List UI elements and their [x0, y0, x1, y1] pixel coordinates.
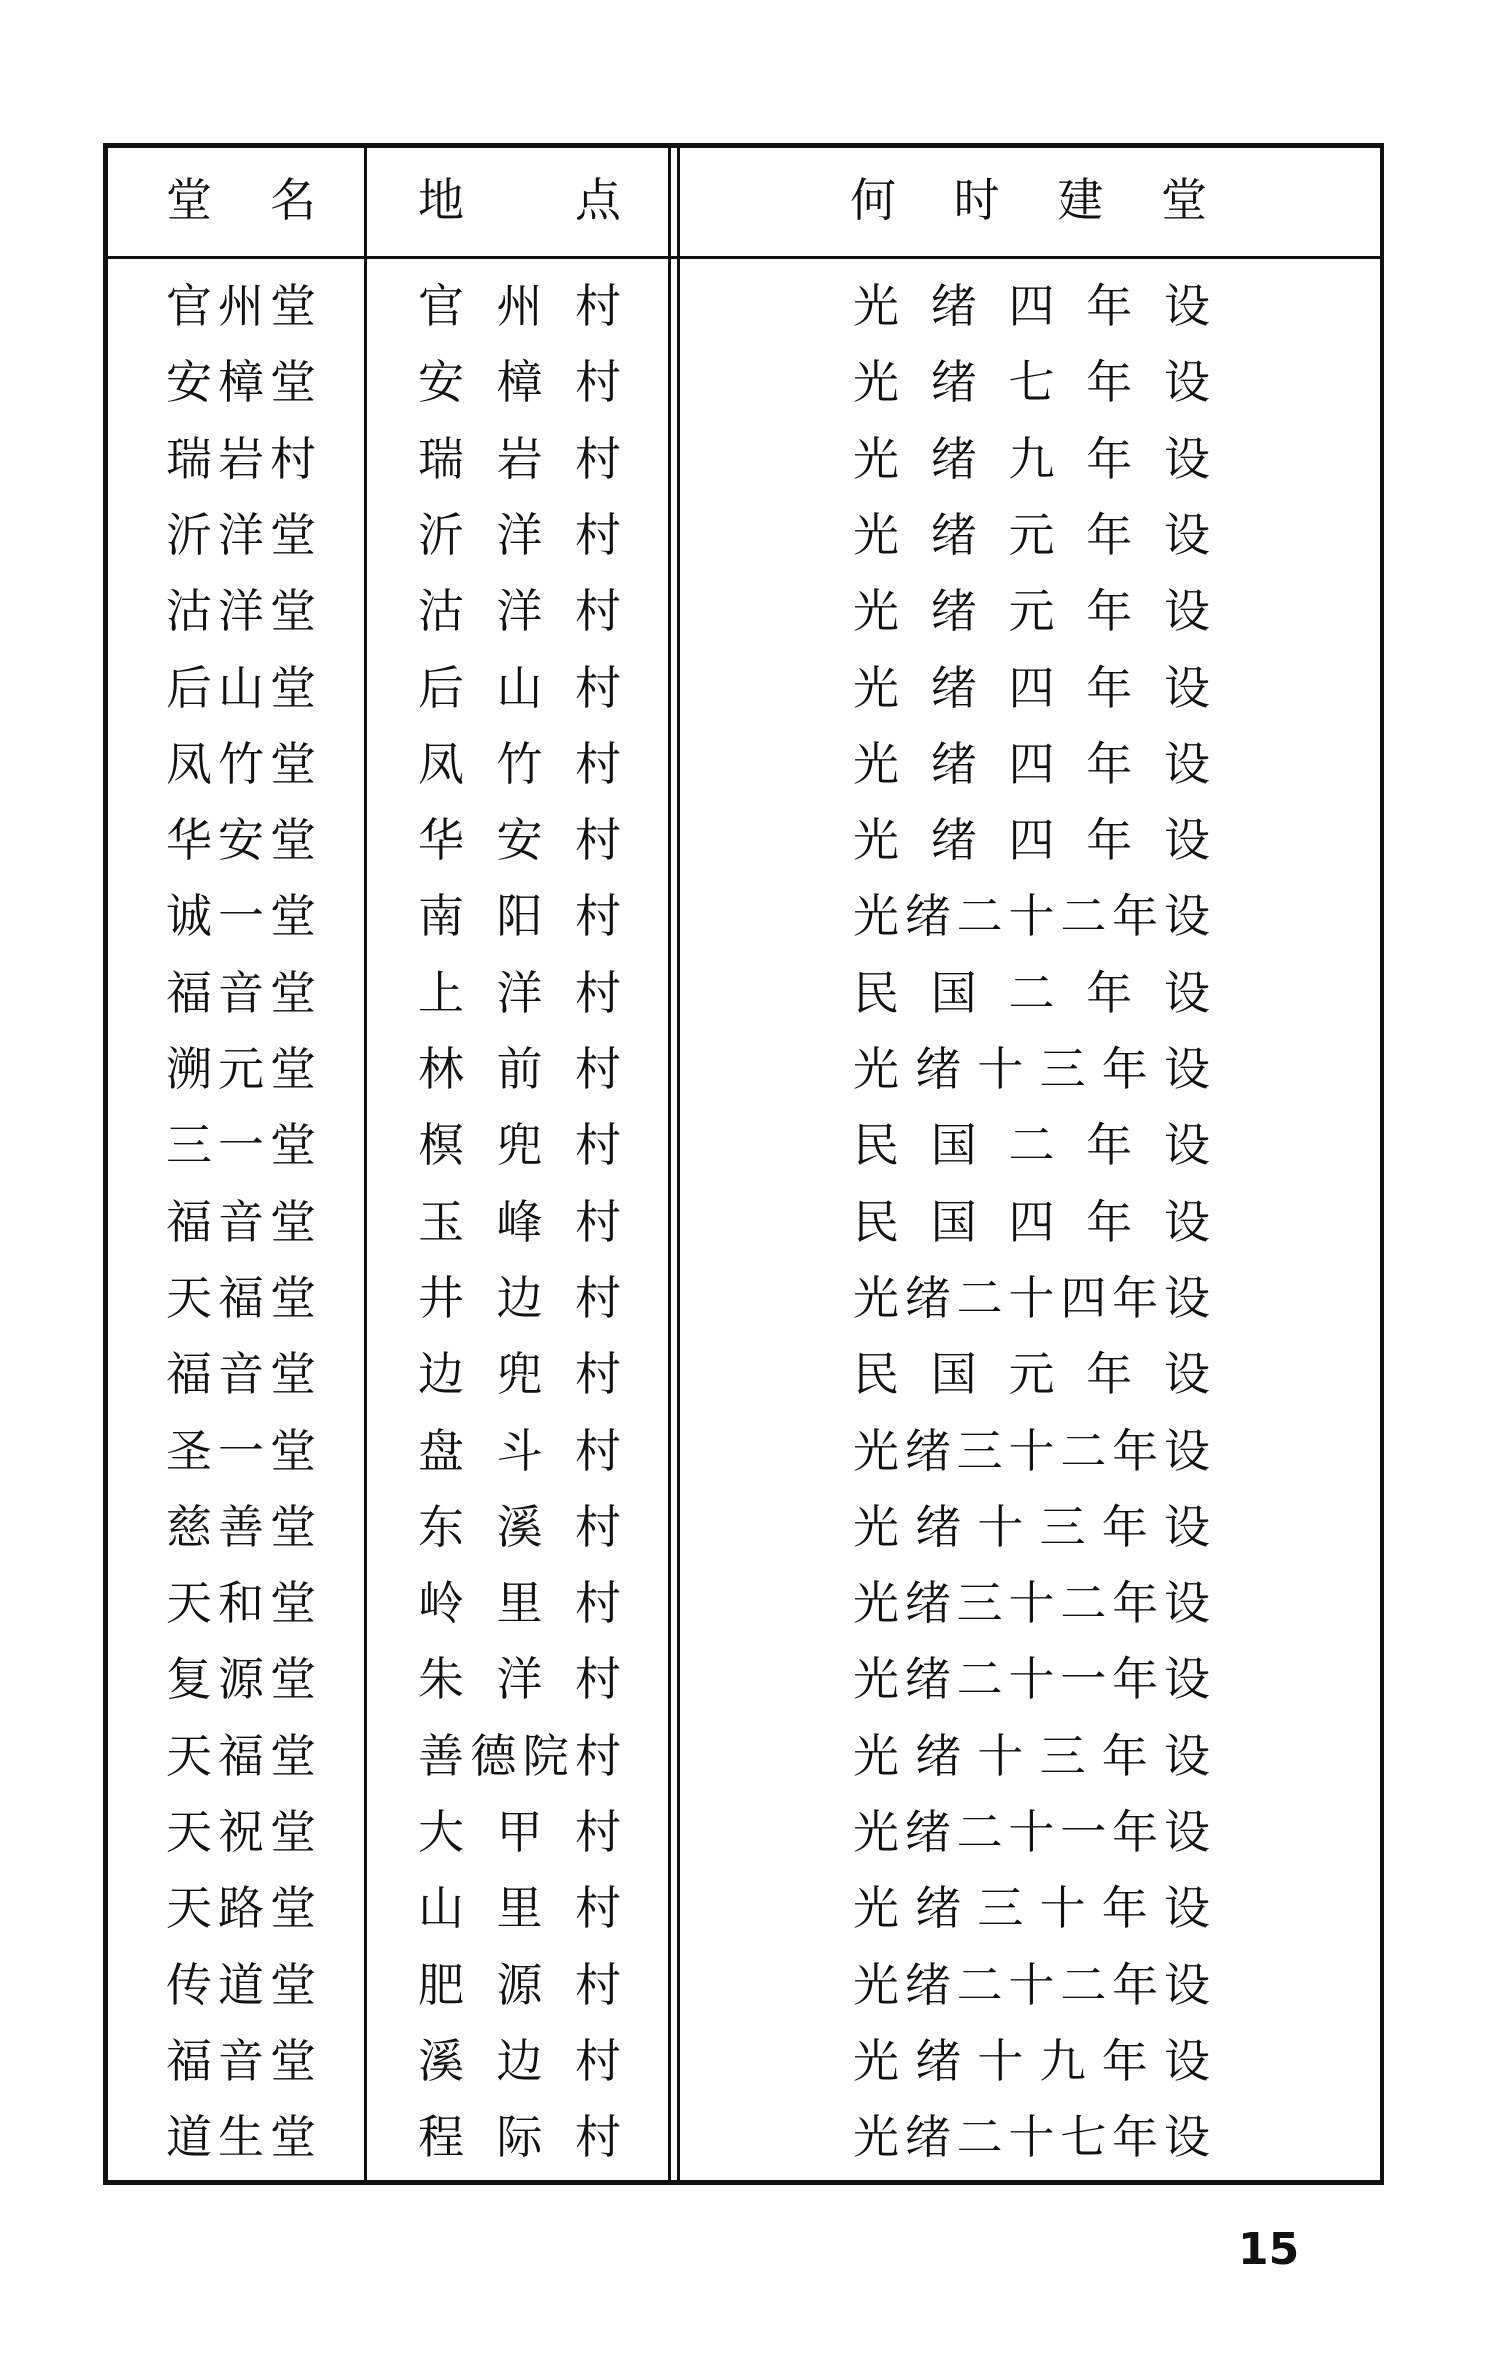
- table-cell-founding-time: 光绪十三年设: [853, 1042, 1210, 1096]
- table-cell-founding-time: 光绪三十二年设: [853, 1576, 1210, 1631]
- column-divider: [364, 148, 367, 2180]
- table-cell-location: 山里村: [418, 1881, 621, 1936]
- table-cell-location: 东溪村: [418, 1499, 621, 1554]
- table-cell-founding-time: 光绪二十一年设: [853, 1652, 1210, 1707]
- table-cell-founding-time: 民国元年设: [853, 1347, 1210, 1402]
- table-cell-church-name: 安樟堂: [166, 355, 316, 410]
- table-cell-church-name: 后山堂: [166, 660, 316, 715]
- table-cell-founding-time: 光绪二十一年设: [853, 1805, 1210, 1859]
- table-cell-location: 瑞岩村: [418, 431, 621, 486]
- table-cell-location: 玉峰村: [418, 1194, 621, 1249]
- table-cell-founding-time: 民国二年设: [853, 1118, 1210, 1173]
- table-cell-founding-time: 光绪三十二年设: [853, 1423, 1210, 1478]
- table-cell-location: 林前村: [418, 1042, 621, 1096]
- table-cell-founding-time: 光绪九年设: [853, 431, 1210, 486]
- table-cell-church-name: 传道堂: [166, 1957, 316, 2012]
- table-cell-founding-time: 光绪二十七年设: [853, 2110, 1210, 2165]
- table-cell-location: 大甲村: [418, 1805, 621, 1859]
- table-cell-founding-time: 光绪二十二年设: [853, 889, 1210, 944]
- table-cell-location: 溪边村: [418, 2033, 621, 2088]
- table-cell-location: 边兜村: [418, 1347, 621, 1402]
- table-cell-location: 后山村: [418, 660, 621, 715]
- table-cell-church-name: 沂洋堂: [166, 507, 316, 562]
- table-cell-founding-time: 光绪十三年设: [853, 1499, 1210, 1554]
- table-cell-founding-time: 光绪四年设: [853, 660, 1210, 715]
- table-cell-location: 安樟村: [418, 355, 621, 410]
- table-cell-church-name: 天和堂: [166, 1576, 316, 1631]
- table-cell-founding-time: 光绪四年设: [853, 813, 1210, 868]
- table-cell-location: 榠兜村: [418, 1118, 621, 1173]
- table-cell-church-name: 天祝堂: [166, 1805, 316, 1859]
- table-cell-church-name: 天路堂: [166, 1881, 316, 1936]
- table-cell-founding-time: 光绪四年设: [853, 279, 1210, 333]
- table-cell-founding-time: 光绪四年设: [853, 736, 1210, 791]
- header-location: 地 点: [418, 173, 621, 227]
- table-cell-founding-time: 光绪三十年设: [853, 1881, 1210, 1936]
- table-cell-church-name: 道生堂: [166, 2110, 316, 2165]
- table-cell-church-name: 复源堂: [166, 1652, 316, 1707]
- table-cell-church-name: 慈善堂: [166, 1499, 316, 1554]
- page-number: 15: [1238, 2224, 1300, 2275]
- table-cell-location: 程际村: [418, 2110, 621, 2165]
- table-cell-church-name: 瑞岩村: [166, 431, 316, 486]
- header-church-name: 堂 名: [166, 173, 316, 227]
- table-cell-founding-time: 光绪元年设: [853, 507, 1210, 562]
- table-cell-location: 善德院村: [418, 1728, 621, 1783]
- table-cell-location: 朱洋村: [418, 1652, 621, 1707]
- table-cell-church-name: 福音堂: [166, 1347, 316, 1402]
- table-cell-church-name: 福音堂: [166, 965, 316, 1020]
- church-table: [103, 143, 1384, 2185]
- table-cell-founding-time: 光绪七年设: [853, 355, 1210, 410]
- table-cell-church-name: 圣一堂: [166, 1423, 316, 1478]
- table-cell-church-name: 天福堂: [166, 1270, 316, 1325]
- table-cell-location: 盘斗村: [418, 1423, 621, 1478]
- table-cell-location: 官州村: [418, 279, 621, 333]
- table-cell-founding-time: 光绪元年设: [853, 584, 1210, 639]
- table-cell-location: 南阳村: [418, 889, 621, 944]
- table-cell-location: 沂洋村: [418, 507, 621, 562]
- table-cell-founding-time: 光绪十三年设: [853, 1728, 1210, 1783]
- table-cell-founding-time: 民国二年设: [853, 965, 1210, 1020]
- header-founding-time: 何 时 建 堂: [850, 173, 1207, 227]
- table-cell-church-name: 溯元堂: [166, 1042, 316, 1096]
- table-cell-church-name: 诚一堂: [166, 889, 316, 944]
- column-divider: [677, 148, 680, 2180]
- table-cell-founding-time: 光绪二十四年设: [853, 1270, 1210, 1325]
- table-cell-church-name: 福音堂: [166, 1194, 316, 1249]
- table-cell-location: 肥源村: [418, 1957, 621, 2012]
- table-cell-founding-time: 民国四年设: [853, 1194, 1210, 1249]
- table-cell-location: 华安村: [418, 813, 621, 868]
- table-cell-church-name: 三一堂: [166, 1118, 316, 1173]
- table-cell-location: 井边村: [418, 1270, 621, 1325]
- table-cell-church-name: 福音堂: [166, 2033, 316, 2088]
- table-cell-church-name: 官州堂: [166, 279, 316, 333]
- table-cell-church-name: 华安堂: [166, 813, 316, 868]
- column-divider: [668, 148, 671, 2180]
- table-cell-church-name: 沽洋堂: [166, 584, 316, 639]
- table-cell-founding-time: 光绪十九年设: [853, 2033, 1210, 2088]
- table-cell-church-name: 凤竹堂: [166, 736, 316, 791]
- header-rule: [108, 256, 1380, 259]
- table-cell-location: 沽洋村: [418, 584, 621, 639]
- table-cell-location: 凤竹村: [418, 736, 621, 791]
- table-cell-church-name: 天福堂: [166, 1728, 316, 1783]
- table-cell-founding-time: 光绪二十二年设: [853, 1957, 1210, 2012]
- table-cell-location: 上洋村: [418, 965, 621, 1020]
- table-cell-location: 岭里村: [418, 1576, 621, 1631]
